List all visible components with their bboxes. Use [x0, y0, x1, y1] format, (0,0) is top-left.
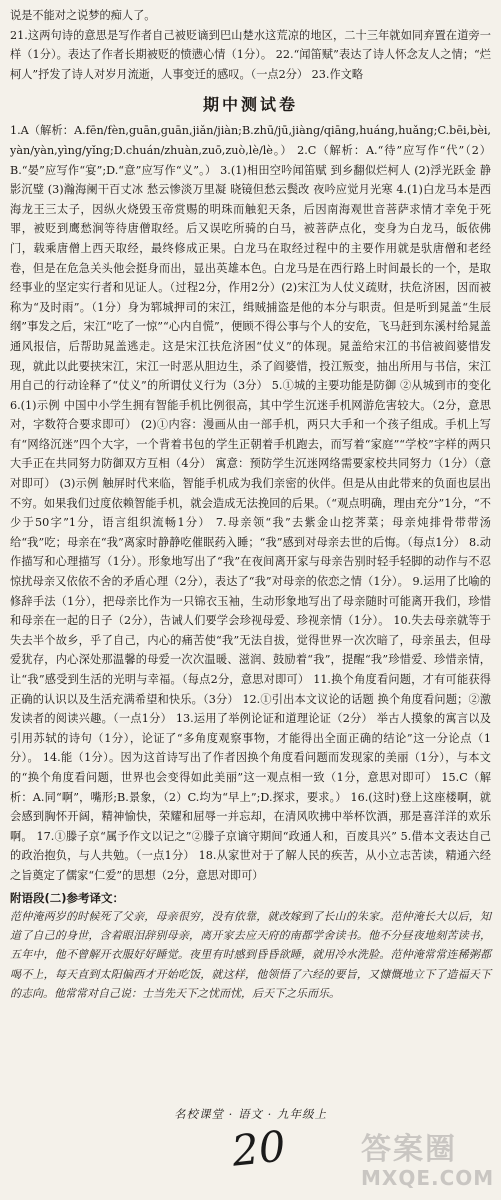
- footer-book-title: 名校课堂 · 语文 · 九年级上: [174, 1107, 327, 1121]
- answer-21-23: 21.这两句诗的意思是写作者自己被贬谪到巴山楚水这荒凉的地区，二十三年就如同弃置在道旁一样（1分）。表达了作者长期被贬的愤懑心情（1分）。 22.“闻笛赋”表达了诗人怀念友人之情；“烂柯人”抒发了诗人对岁月流逝，人事变迁的感叹。（一点2分） 23.作文略: [10, 28, 491, 81]
- midterm-answers: 1.A（解析：A.fēn/fèn,guān,guān,jiǎn/jiàn;B.zhū/jū,jiàng/qiāng,huáng,huǎng;C.bēi,bèi,yàn/yàn,yìng/yǐng;D.chuán/zhuàn,zuō,zuò,lè/lè。） 2.C（解析：A.“待”应写作“代”（2）B.“晏”应写作“宴”;D.“意”应写作“义”。） 3.(1)相田空吟闻笛赋 到乡翻似烂柯人 (2)浮光跃金 静影沉璧 (3)瀚海阑干百丈冰 愁云惨淡万里凝 晓镜但愁云鬓改 夜吟应觉月光寒 4.(1)白龙马本是西海龙王三太子，因纵火烧毁玉帝赏赐的明珠而触犯天条，后因南海观世音菩萨求情才幸免于死罪，被贬到鹰愁涧等待唐僧取经。后又误吃所骑的白马，被菩萨点化，变身为白龙马，皈依佛门，载乘唐僧上西天取经，最终修成正果。白龙马在取经过程中的主要作用就是驮唐僧和老经卷，但是在危急关头他会挺身而出，显出英雄本色。白龙马是在西行路上时间最长的一个，是取经事业的坚定实行者和见证人。（过程2分，作用2分）(2)宋江为人仗义疏财，扶危济困，因而被称为“及时雨”。（1分）身为郓城押司的宋江，缉贼捕盗是他的本分与职责。但是听到晁盖“生辰纲”事发之后，宋江“吃了一惊”“心内自慌”，便顾不得公事与个人的安危，飞马赶到东溪村给晁盖通风报信，后帮助晁盖逃走。这是宋江扶危济困“仗义”的体现。晁盖给宋江的书信被阎婆惜发现，就此以此要挟宋江，宋江一时恶从胆边生，杀了阎婆惜，投江叛变，抽出所用与书信，宋江用自己的行动诠释了“仗义”的所谓仗义行为（3分） 5.①城的主要功能是防御 ②从城到市的变化 6.(1)示例 中国中小学生拥有智能手机比例很高，其中学生沉迷手机网游危害较大。（2分，意思对，字数符合要求即可） (2)①内容：漫画从由一部手机，两只大手和一个孩子组成。手机上写有“网络沉迷”四个大字，一个背着书包的学生正朝着手机跑去，而写着“家庭”“学校”字样的两只大手正在共同努力防御双方互相（4分） 寓意：预防学生沉迷网络需要家校共同努力（1分）（意对即可） (3)示例 触屏时代来临，智能手机成为我们亲密的伙伴。但是从由此带来的负面也层出不穷。如果我们过度依赖智能手机，就会造成无法挽回的后果。（“观点明确，理由充分”1分，“不少于50字”1分，语言组织流畅1分） 7.母亲领“我”去紫金山挖荠菜；母亲炖排骨带带汤给“我”吃；母亲在“我”离家时静静吃催眠药入睡；“我”感到对母亲去世的后悔。（每点1分） 8.动作描写和心理描写（1分）。形象地写出了“我”在夜间离开家与母亲告别时轻手轻脚的动作与不忍惊扰母亲又依依不舍的矛盾心理（2分），表达了“我”对母亲的依恋之情（1分）。 9.运用了比喻的修辞手法（1分），把母亲比作为一只锦衣玉袖，生动形象地写出了母亲随时可能离开我们，珍惜和母亲在一起的日子（2分），告诫人们要学会珍视母爱、珍视亲情（1分）。 10.失去母亲就等于失去半个故乡，乎了自己，内心的痛苦使“我”无法自拔，觉得世界一次次暗了，母亲虽去，但母爱犹存，内心深处那温馨的母爱一次次温暖、滋润、鼓励着“我”，提醒“我”珍惜爱、珍惜亲情，让“我”感受到生活的光明与幸福。（每点2分，意思对即可） 11.换个角度看问题，才有可能获得正确的认识以及生活充满希望和快乐。（3分） 12.①引出本文议论的话题 换个角度看问题；②激发读者的阅读兴趣。（一点1分） 13.运用了举例论证和道理论证（2分） 举古人摸象的寓言以及引用苏轼的诗句（1分），论证了“多角度观察事物，才能得出全面正确的结论”这一分论点（1分）。 14.能（1分）。因为这首诗写出了作者因换个角度看问题而发现家的美丽（1分），与本文的“换个角度看问题，世界也会变得如此美丽”这一观点相一致（1分，意思对即可） 15.C（解析：A.同“啊”，嘴形;B.景象，（2）C.均为“早上”;D.探求，要求。） 16.(这时)登上这座楼啊，就会感到胸怀开阔，精神愉快，荣耀和屈辱一并忘却，在清风吹拂中举杯饮酒，那是喜洋洋的欢乐啊。 17.①滕子京“属予作文以记之”②滕子京谪守期间“政通人和，百废具兴” 5.借本文表达自己的政治抱负，与人共勉。（一点1分） 18.从家世对于了解人民的疾苦，从小立志苦读，精通六经之旨奠定了儒家“仁爱”的思想（2分，意思对即可）: [10, 124, 491, 882]
- watermark-logo: [361, 1132, 495, 1193]
- answer-line-0: 说是不能对之说梦的痴人了。: [10, 9, 156, 22]
- watermark-line2: MXQE.COM: [361, 1166, 495, 1190]
- handwritten-page-number: 20: [229, 1121, 288, 1176]
- appendix-heading: 附语段(二)参考译文：: [10, 890, 125, 905]
- appendix-translation: 范仲淹两岁的时候死了父亲，母亲很穷，没有依靠，就改嫁到了长山的朱家。范仲淹长大以后，知道了自己的身世，含着眼泪辞别母亲，离开家去应天府的南都学舍读书。他不分昼夜地刻苦读书，五年中，他不曾解开衣服好好睡觉。夜里有时感到昏昏欲睡，就用冷水洗脸。范仲淹常常连稀粥都喝不上，每天直到太阳偏西才开始吃饭，就这样，他领悟了六经的要旨，又慷慨地立下了造福天下的志向。他常常对自己说：士当先天下之忧而忧，后天下之乐而乐。: [10, 909, 491, 1001]
- section-title: 期中测试卷: [202, 95, 298, 115]
- watermark-line1: 答案圈: [361, 1132, 457, 1167]
